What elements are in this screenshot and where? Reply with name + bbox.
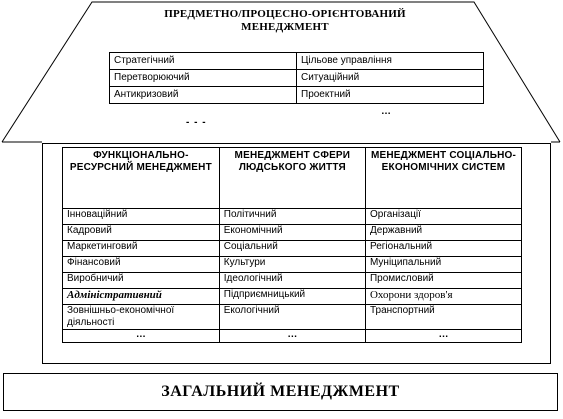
table-row bbox=[63, 225, 522, 241]
roof-cell: Ситуаційний bbox=[297, 70, 484, 87]
table-cell: Маркетинговий bbox=[63, 241, 220, 257]
table-cell: Соціальний bbox=[219, 241, 365, 257]
roof-title bbox=[120, 8, 450, 34]
foundation-label: ЗАГАЛЬНИЙ МЕНЕДЖМЕНТ bbox=[161, 383, 400, 400]
table-row bbox=[63, 273, 522, 289]
table-cell: Державний bbox=[365, 225, 521, 241]
table-row bbox=[63, 209, 522, 225]
table-cell: Кадровий bbox=[63, 225, 220, 241]
table-row bbox=[63, 305, 522, 330]
table-cell-ellipsis: … bbox=[365, 330, 521, 343]
table-cell: Ідеологічний bbox=[219, 273, 365, 289]
column-header-socio-economic: МЕНЕДЖМЕНТ СОЦІАЛЬНО-ЕКОНОМІЧНИХ СИСТЕМ bbox=[365, 148, 521, 209]
roof-cell: Цільове управління bbox=[297, 53, 484, 70]
roof-cell: Проектний bbox=[297, 87, 484, 104]
columns-table bbox=[62, 147, 522, 343]
columns-header-row bbox=[63, 148, 522, 209]
table-cell: Муніципальний bbox=[365, 257, 521, 273]
roof-title-line-1: ПРЕДМЕТНО/ПРОЦЕСНО-ОРІЄНТОВАНИЙ bbox=[164, 8, 406, 20]
table-cell: Адміністративний bbox=[63, 289, 220, 305]
table-row bbox=[63, 257, 522, 273]
table-row bbox=[63, 241, 522, 257]
table-cell: Фінансовий bbox=[63, 257, 220, 273]
column-header-functional: ФУНКЦІОНАЛЬНО-РЕСУРСНИЙ МЕНЕДЖМЕНТ bbox=[63, 148, 220, 209]
table-cell: Культури bbox=[219, 257, 365, 273]
table-row bbox=[63, 289, 522, 305]
roof-ellipsis-left: - - - bbox=[186, 117, 207, 128]
roof-cell: Антикризовий bbox=[110, 87, 297, 104]
table-cell: Виробничий bbox=[63, 273, 220, 289]
table-cell: Інноваційний bbox=[63, 209, 220, 225]
table-cell: Екологічний bbox=[219, 305, 365, 330]
roof-cell: Стратегічний bbox=[110, 53, 297, 70]
table-cell: Промисловий bbox=[365, 273, 521, 289]
table-cell-ellipsis: … bbox=[219, 330, 365, 343]
roof-row bbox=[110, 87, 484, 104]
table-row-ellipsis bbox=[63, 330, 522, 343]
table-cell: Регіональний bbox=[365, 241, 521, 257]
table-cell: Політичний bbox=[219, 209, 365, 225]
table-cell: Економічний bbox=[219, 225, 365, 241]
foundation-general-management bbox=[3, 373, 558, 411]
table-cell: Охорони здоров'я bbox=[365, 289, 521, 305]
column-header-human-life: МЕНЕДЖМЕНТ СФЕРИ ЛЮДСЬКОГО ЖИТТЯ bbox=[219, 148, 365, 209]
roof-row bbox=[110, 70, 484, 87]
roof-cell: Перетворюючий bbox=[110, 70, 297, 87]
roof-row bbox=[110, 53, 484, 70]
table-cell: Зовнішньо-економічної діяльності bbox=[63, 305, 220, 330]
table-cell: Транспортний bbox=[365, 305, 521, 330]
roof-ellipsis-right: … bbox=[381, 106, 392, 117]
table-cell: Підприємницький bbox=[219, 289, 365, 305]
table-cell-ellipsis: … bbox=[63, 330, 220, 343]
roof-table bbox=[109, 52, 484, 104]
table-cell: Організації bbox=[365, 209, 521, 225]
roof-title-line-2: МЕНЕДЖМЕНТ bbox=[241, 21, 329, 33]
